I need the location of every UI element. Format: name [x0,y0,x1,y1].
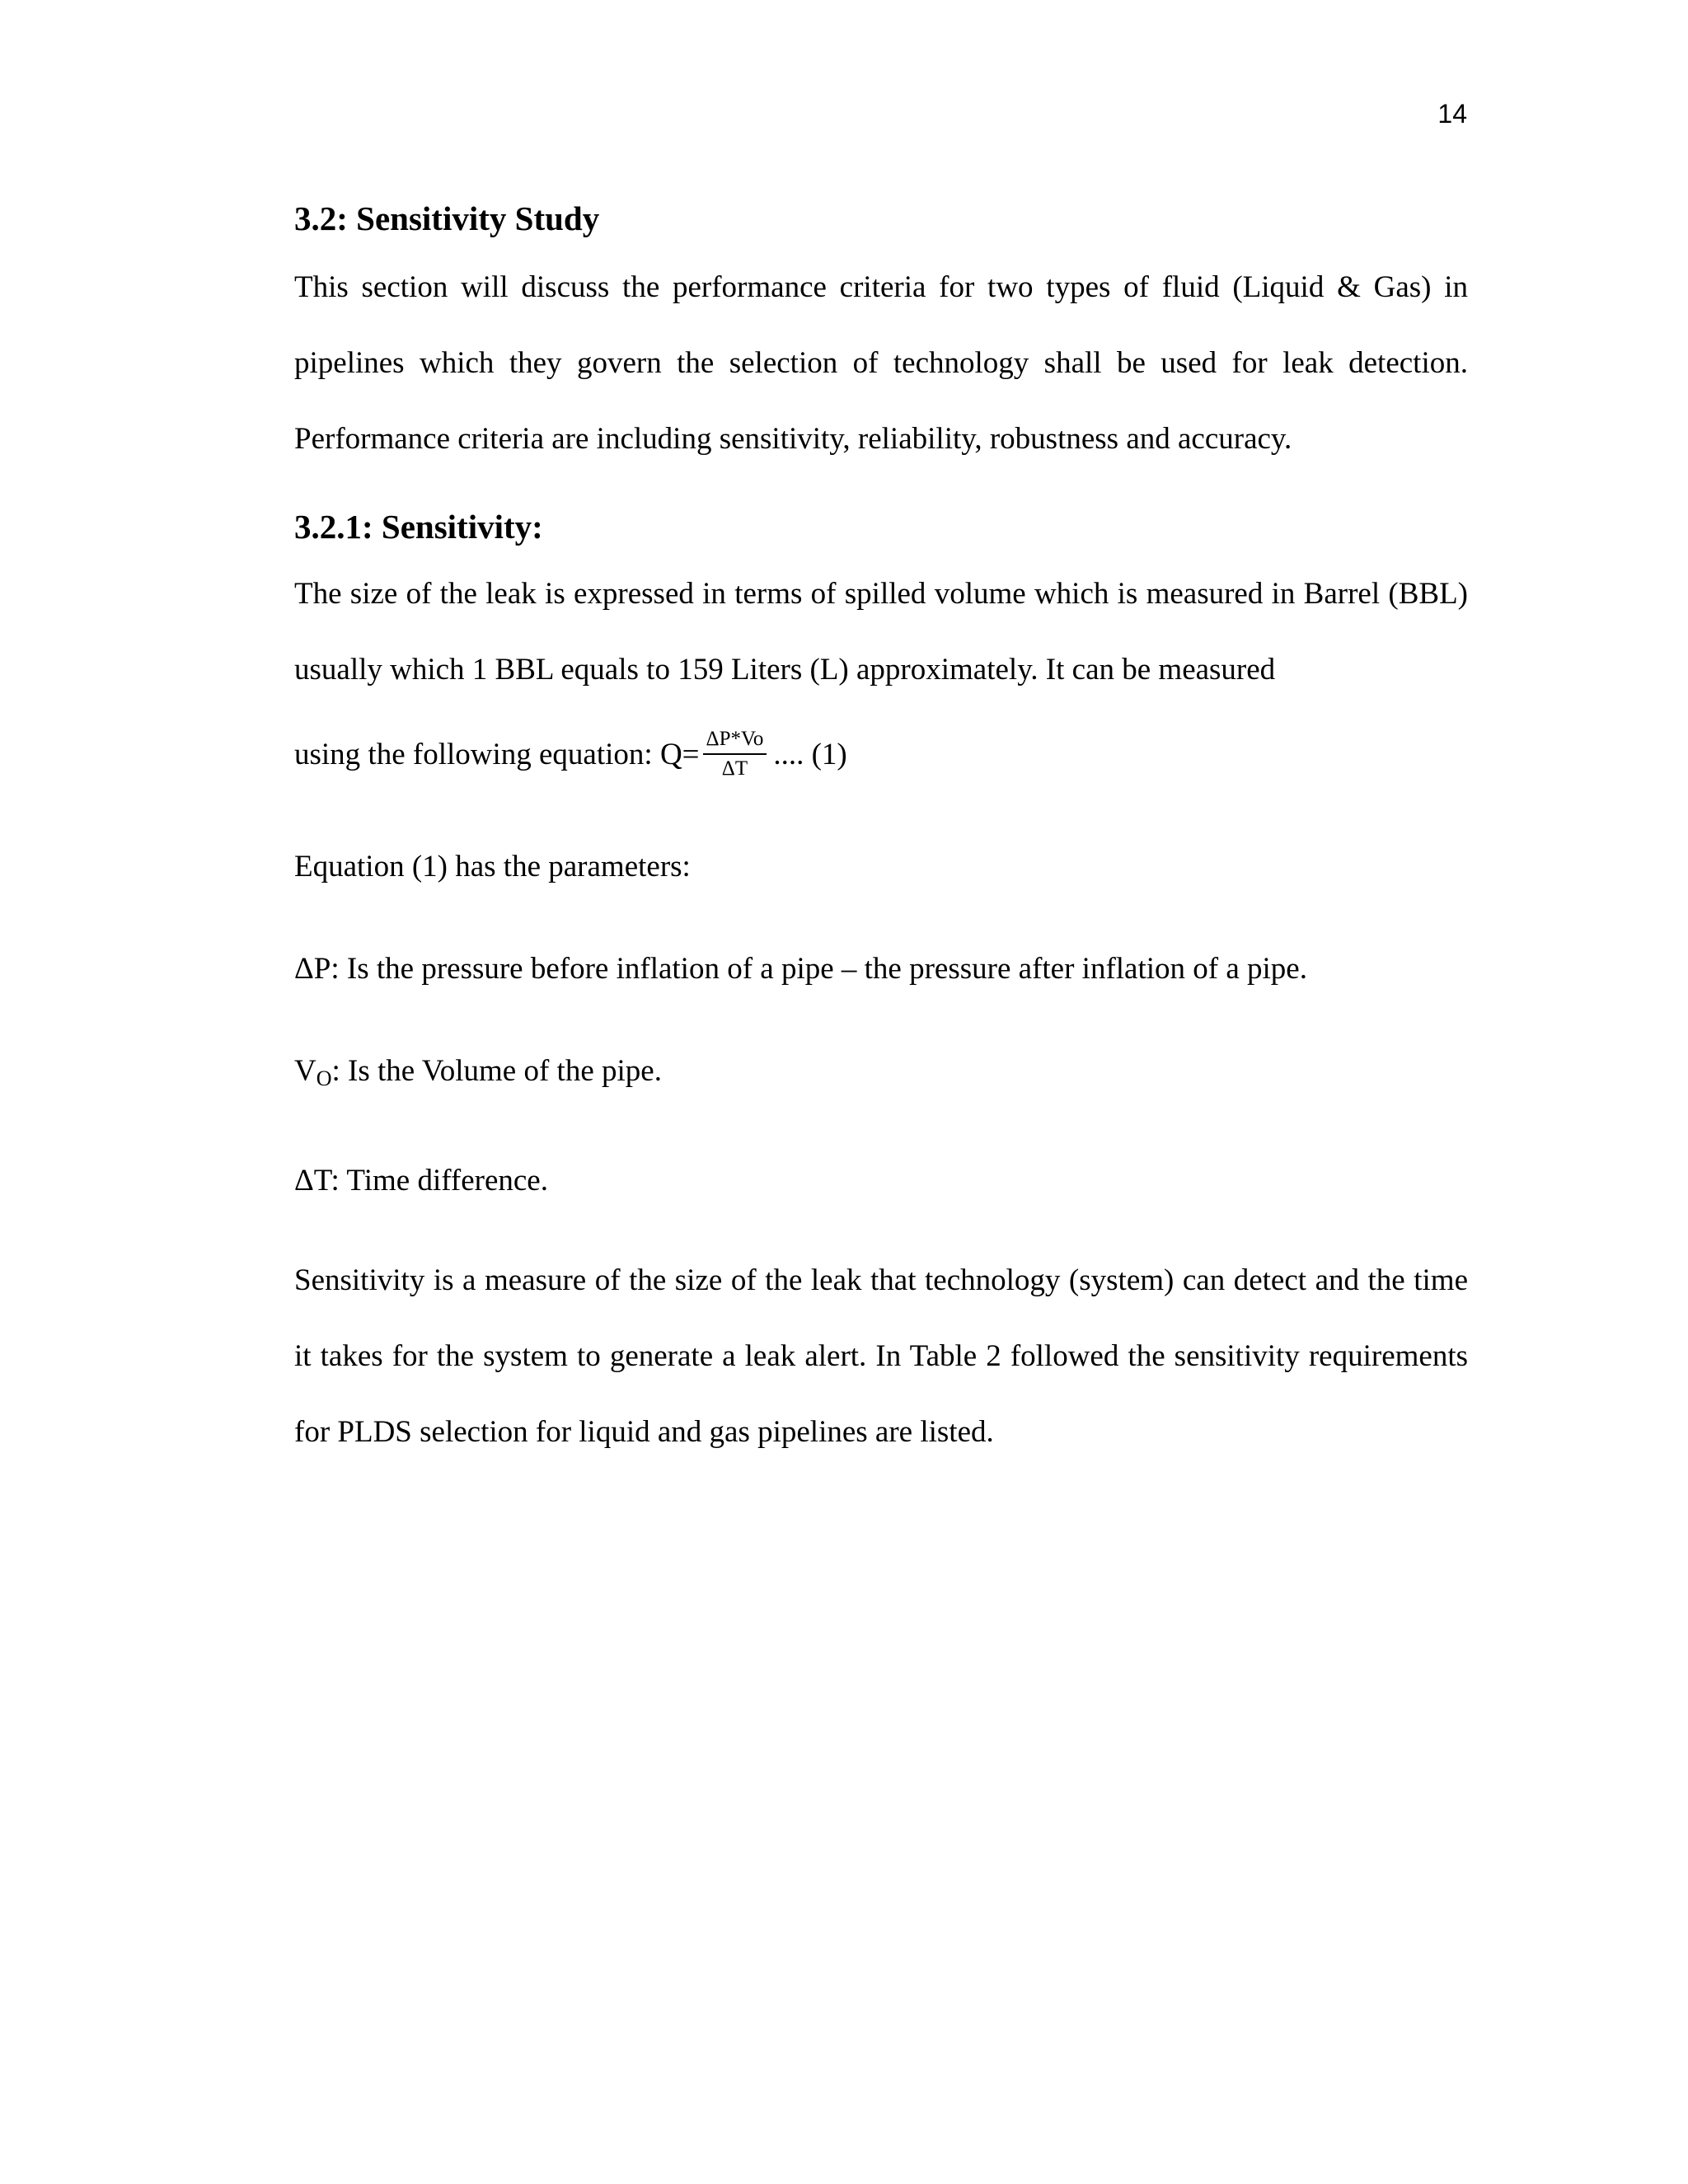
equation-numerator: ΔP*Vo [703,727,767,755]
page-content [294,194,1468,1470]
parameter-delta-t: ΔT: Time difference. [294,1164,548,1197]
equation-suffix: .... (1) [773,737,847,771]
parameter-vo-symbol: V [294,1054,316,1088]
equation-line [294,721,1468,787]
equation-fraction [703,727,767,781]
equation-prefix: using the following equation: Q= [294,737,700,771]
parameter-vo-subscript: O [316,1066,332,1090]
parameters-intro: Equation (1) has the parameters: [294,850,691,883]
parameter-delta-p: ΔP: Is the pressure before inflation of a pipe – the pressure after inflation of a pipe. [294,952,1307,986]
closing-paragraph: Sensitivity is a measure of the size of the leak that technology (system) can detect and the time it takes for the system to generate a leak alert. In Table 2 followed the sensitivity requirements for PLDS selection for liquid and gas pipelines are listed. [294,1263,1468,1449]
equation-denominator: ΔT [721,757,748,780]
page-number: 14 [1437,99,1467,129]
parameter-vo-text: : Is the Volume of the pipe. [331,1054,662,1088]
subsection-body-paragraph: The size of the leak is expressed in terms of spilled volume which is measured in Barrel (BBL) usually which 1 BBL equals to 159 Liters (L) approximately. It can be measured [294,577,1468,687]
section-heading: 3.2: Sensitivity Study [294,199,600,237]
parameter-vo [294,1051,1468,1099]
section-intro-paragraph: This section will discuss the performance criteria for two types of fluid (Liquid & Gas) in pipelines which they govern the selection of technology shall be used for leak detection. Performance criteria are including sensitivity, reliability, robustness and accuracy. [294,270,1468,456]
subsection-heading: 3.2.1: Sensitivity: [294,508,543,546]
